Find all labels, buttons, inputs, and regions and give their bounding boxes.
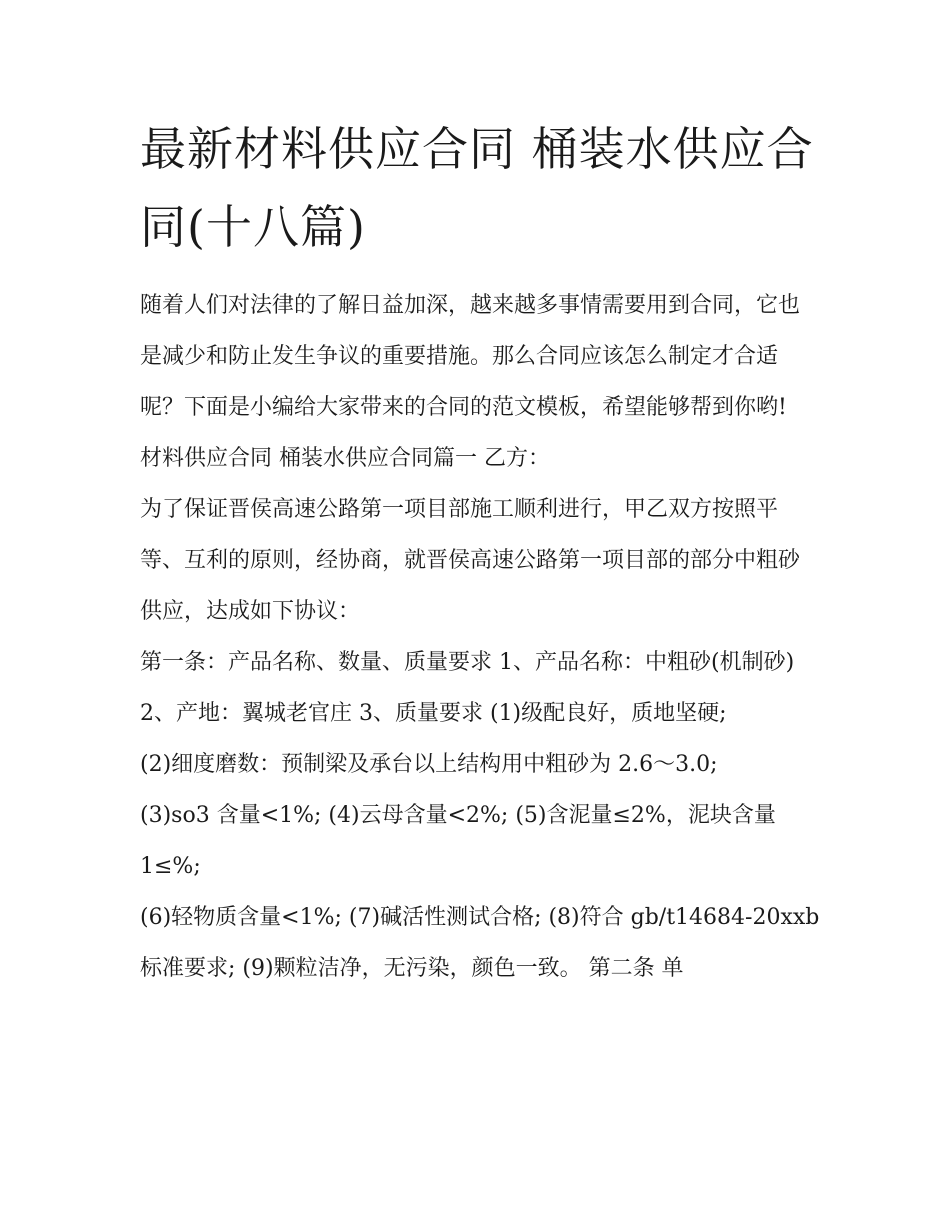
paragraph-fineness: (2)细度磨数：预制梁及承台以上结构用中粗砂为 2.6～3.0; — [140, 752, 718, 777]
paragraph-section-heading: 材料供应合同 桶装水供应合同篇一 乙方： — [140, 446, 550, 471]
document-body — [140, 280, 820, 994]
paragraph-intro: 随着人们对法律的了解日益加深，越来越多事情需要用到合同，它也是减少和防止发生争议的重要措施。那么合同应该怎么制定才合适呢？下面是小编给大家带来的合同的范文模板，希望能够帮到你哟! — [140, 293, 801, 420]
paragraph-content-limits: (3)so3 含量<1%; (4)云母含量<2%; (5)含泥量≤2%，泥块含量 1≤%; — [140, 803, 776, 879]
paragraph-standards: (6)轻物质含量<1%; (7)碱活性测试合格; (8)符合 gb/t14684-20xxb 标准要求; (9)颗粒洁净，无污染，颜色一致。 第二条 单 — [140, 905, 820, 981]
document-title: 最新材料供应合同 桶装水供应合同(十八篇) — [140, 122, 814, 254]
paragraph-purpose: 为了保证晋侯高速公路第一项目部施工顺利进行，甲乙双方按照平等、互利的原则，经协商，就晋侯高速公路第一项目部的部分中粗砂供应，达成如下协议： — [140, 497, 801, 624]
paragraph-article-one: 第一条：产品名称、数量、质量要求 1、产品名称：中粗砂(机制砂) 2、产地：翼城老官庄 3、质量要求 (1)级配良好，质地坚硬; — [140, 650, 795, 726]
